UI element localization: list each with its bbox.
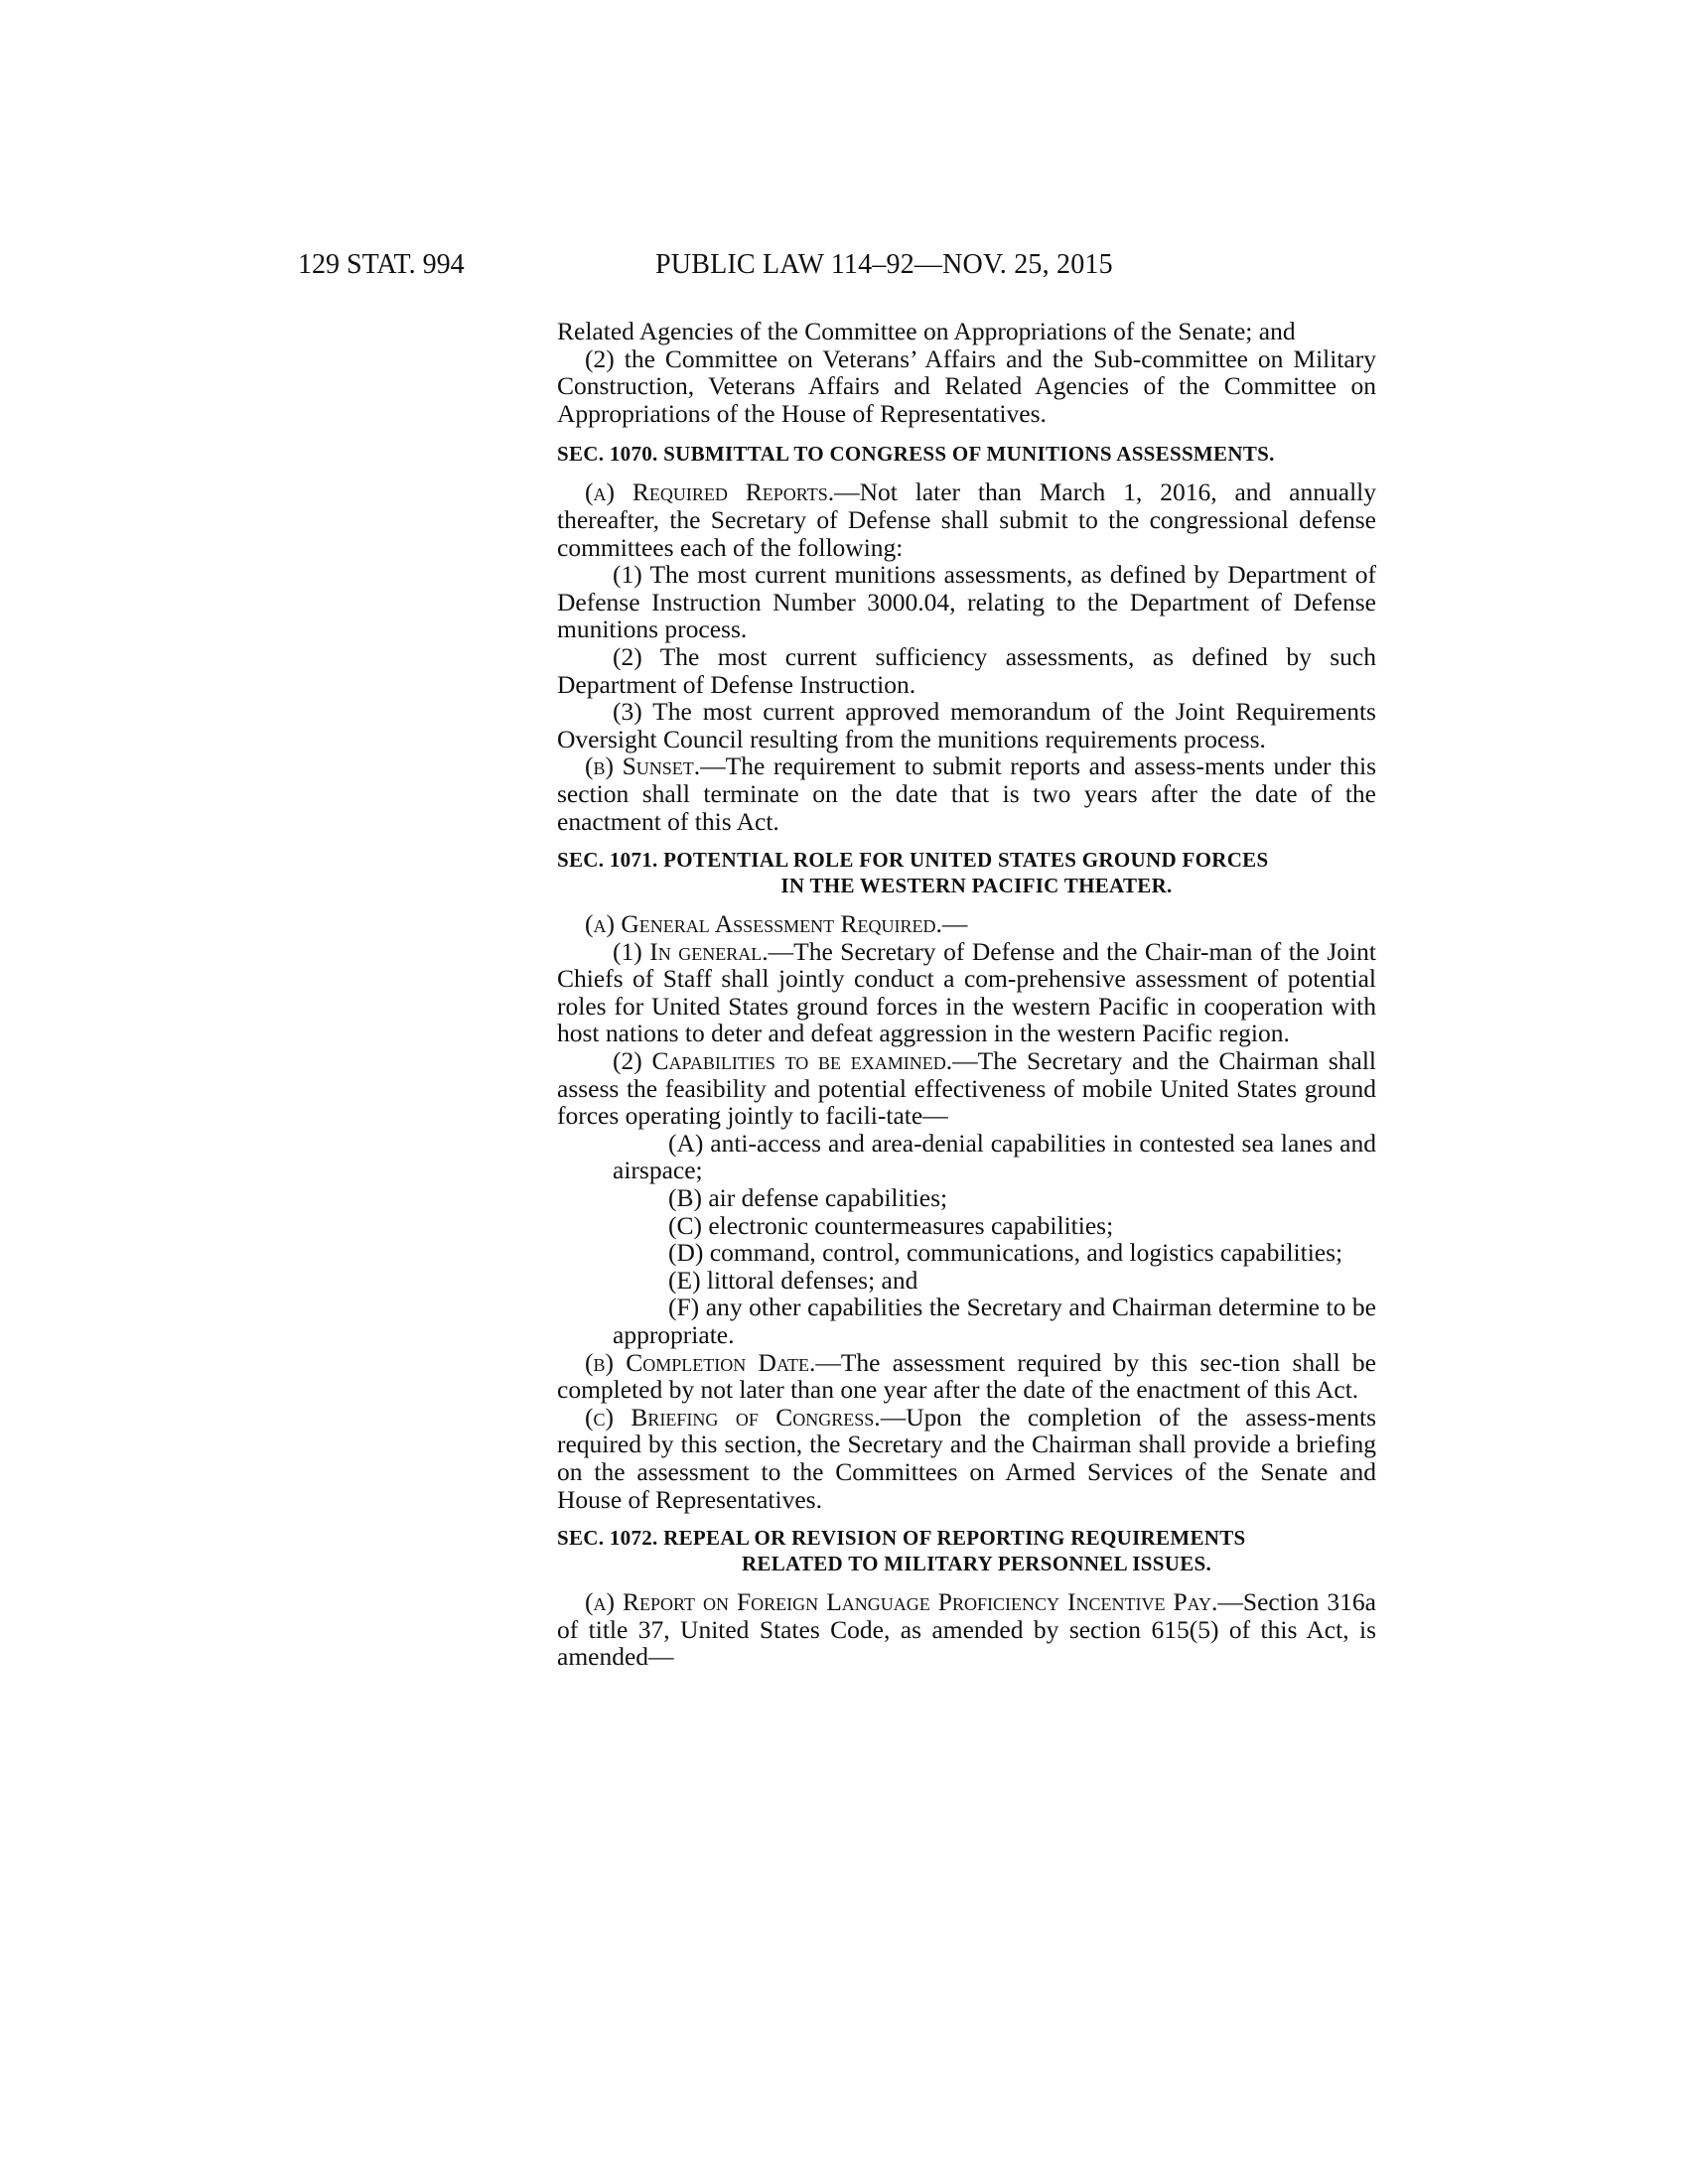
paragraph-text: —The Secretary of Defense and the Chair-man of the Joint Chiefs of Staff shall jointly conduct a com-prehensive assessment of potential roles for United States ground forces in the western Pacific in cooperation with host nations to deter and defeat aggression in the western Pacific region.: [557, 936, 1376, 1048]
paragraph-general-assessment: [557, 910, 1376, 938]
section-heading-1072: [557, 1525, 1376, 1576]
section-heading-line: SEC. 1071. POTENTIAL ROLE FOR UNITED STATES GROUND FORCES: [557, 848, 1269, 873]
running-header: PUBLIC LAW 114–92—NOV. 25, 2015: [655, 249, 1113, 280]
paragraph-foreign-language: [557, 1588, 1376, 1671]
subsection-heading: (c) Briefing of Congress.: [585, 1402, 881, 1432]
subsection-heading: (a) General Assessment Required.—: [585, 909, 968, 939]
paragraph: (1) The most current munitions assessments, as defined by Department of Defense Instruction Number 3000.04, relating to the Department of Defense munitions process.: [557, 560, 1376, 644]
paragraph: (2) the Committee on Veterans’ Affairs and the Sub-committee on Military Construction, Veterans Affairs and Related Agencies of the Committee on Appropriations of the House of Representatives.: [557, 343, 1376, 428]
section-heading-line: IN THE WESTERN PACIFIC THEATER.: [780, 874, 1173, 898]
section-heading-line: SEC. 1072. REPEAL OR REVISION OF REPORTING REQUIREMENTS: [557, 1526, 1246, 1551]
subsection-heading: (b) Sunset.: [585, 751, 701, 781]
paragraph-completion-date: [557, 1349, 1376, 1404]
subparagraph: (A) anti-access and area-denial capabilities in contested sea lanes and airspace;: [613, 1128, 1376, 1185]
paragraph: Related Agencies of the Committee on Appropriations of the Senate; and: [557, 317, 1296, 345]
subparagraph: (D) command, control, communications, and logistics capabilities;: [668, 1238, 1343, 1268]
page-stat-number: 129 STAT. 994: [298, 249, 465, 280]
text-column: [557, 318, 1376, 1671]
subparagraph: (F) any other capabilities the Secretary and Chairman determine to be appropriate.: [613, 1293, 1376, 1349]
paragraph-required-reports: [557, 478, 1376, 561]
paragraph-text: —The Secretary and the Chairman shall assess the feasibility and potential effectiveness of mobile United States ground forces operating jointly to facili-tate—: [557, 1046, 1376, 1131]
paragraph-briefing: [557, 1404, 1376, 1513]
section-heading-1071: [557, 847, 1376, 898]
subparagraph: (C) electronic countermeasures capabilities;: [668, 1210, 1114, 1240]
paragraph-in-general: [557, 938, 1376, 1047]
subsection-text: —The requirement to submit reports and assess-ments under this section shall terminate on the date that is two years after the date of the enactment of this Act.: [557, 751, 1376, 836]
subsection-text: —The assessment required by this sec-tion shall be completed by not later than one year after the date of the enactment of this Act.: [557, 1347, 1376, 1405]
subparagraph: (B) air defense capabilities;: [668, 1183, 948, 1213]
paragraph: (2) The most current sufficiency assessments, as defined by such Department of Defense Instruction.: [557, 641, 1376, 699]
subsection-text: —Section 316a of title 37, United States Code, as amended by section 615(5) of this Act, is amended—: [557, 1587, 1376, 1672]
section-heading-line: RELATED TO MILITARY PERSONNEL ISSUES.: [741, 1552, 1212, 1576]
subsection-text: —Upon the completion of the assess-ments required by this section, the Secretary and the Chairman shall provide a briefing on the assessment to the Committees on Armed Services of the Senate and House of Representatives.: [557, 1402, 1376, 1514]
subsection-heading: (a) Required Reports.: [585, 478, 835, 507]
subsection-heading: (b) Completion Date.: [585, 1347, 816, 1377]
subsection-heading: (a) Report on Foreign Language Proficiency Incentive Pay.: [585, 1587, 1218, 1617]
subparagraph: (E) littoral defenses; and: [668, 1265, 918, 1295]
paragraph-heading: (2) Capabilities to be examined.: [613, 1046, 953, 1076]
paragraph-capabilities: [557, 1047, 1376, 1130]
paragraph-sunset: [557, 752, 1376, 835]
paragraph: (3) The most current approved memorandum of the Joint Requirements Oversight Council resulting from the munitions requirements process.: [557, 697, 1376, 753]
paragraph-heading: (1) In general.: [613, 936, 769, 966]
subsection-text: —Not later than March 1, 2016, and annually thereafter, the Secretary of Defense shall submit to the congressional defense committees each of the following:: [557, 478, 1376, 562]
section-heading-1070: SEC. 1070. SUBMITTAL TO CONGRESS OF MUNITIONS ASSESSMENTS.: [557, 442, 1275, 467]
